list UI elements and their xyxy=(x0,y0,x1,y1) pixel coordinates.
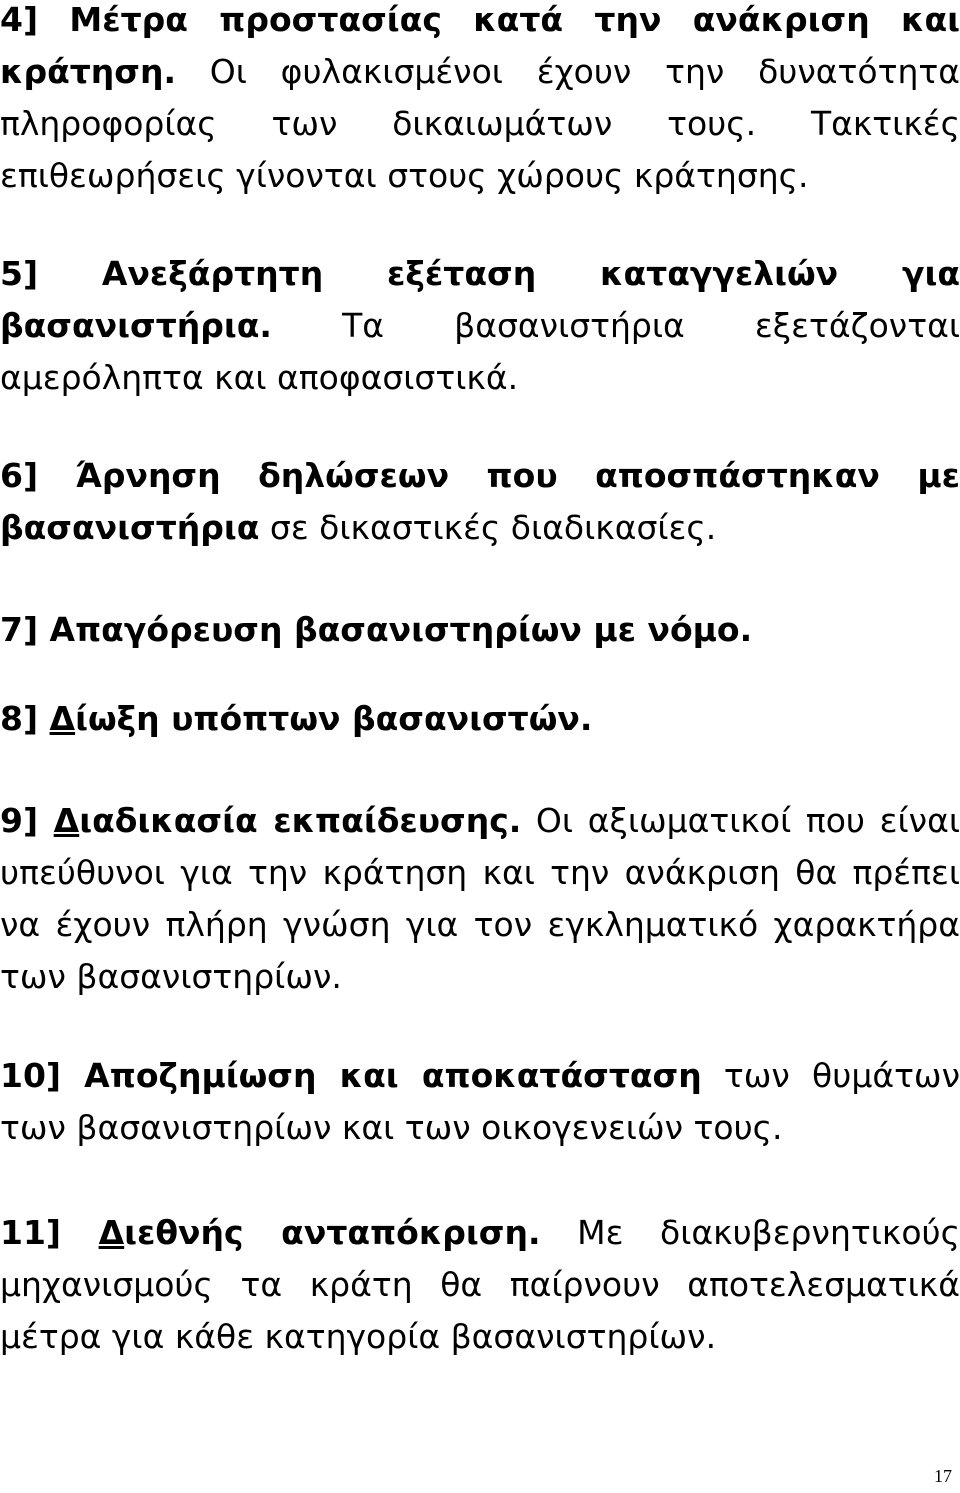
item-5-heading: 5] Ανεξάρτητη εξέταση καταγγελιών για βασανιστήρια. xyxy=(0,254,960,345)
paragraph-item-11 xyxy=(0,1207,960,1363)
paragraph-item-4 xyxy=(0,0,960,202)
item-6-body: σε δικαστικές διαδικασίες. xyxy=(259,508,717,547)
item-10-body: των θυμάτων των βασανιστηρίων και των οικογενειών τους. xyxy=(0,1056,960,1147)
item-5-body: Τα βασανιστήρια εξετάζονται αμερόληπτα και αποφασιστικά. xyxy=(0,306,960,397)
paragraph-item-9 xyxy=(0,795,960,1003)
item-11-heading-rest: ιεθνής ανταπόκριση. xyxy=(124,1213,541,1252)
paragraph-item-5 xyxy=(0,248,960,404)
item-10-heading: 10] Αποζημίωση και αποκατάσταση xyxy=(0,1056,702,1095)
item-9-heading-number: 9] xyxy=(0,801,54,840)
item-9-heading-rest: ιαδικασία εκπαίδευσης. xyxy=(79,801,522,840)
item-11-body: Με διακυβερνητικούς μηχανισμούς τα κράτη θα παίρνουν αποτελεσματικά μέτρα για κάθε κατηγορία βασανιστηρίων. xyxy=(0,1213,960,1356)
paragraph-item-6 xyxy=(0,450,960,554)
paragraph-item-7 xyxy=(0,604,960,656)
item-11-heading-number: 11] xyxy=(0,1213,99,1252)
item-9-body: Οι αξιωματικοί που είναι υπεύθυνοι για την κράτηση και την ανάκριση θα πρέπει να έχουν πλήρη γνώση για τον εγκληματικό χαρακτήρα των βασανιστηρίων. xyxy=(0,801,960,996)
item-9-heading-initial: Δ xyxy=(53,801,80,840)
item-4-body: Οι φυλακισμένοι έχουν την δυνατότητα πληροφορίας των δικαιωμάτων τους. Τακτικές επιθεωρήσεις γίνονται στους χώρους κράτησης. xyxy=(0,52,960,195)
paragraph-item-10 xyxy=(0,1050,960,1154)
item-11-heading-initial: Δ xyxy=(98,1213,125,1252)
item-8-heading-initial: Δ xyxy=(49,699,76,738)
paragraph-item-8 xyxy=(0,693,960,745)
item-8-heading-rest: ίωξη υπόπτων βασανιστών. xyxy=(75,699,593,738)
item-7-heading: 7] Απαγόρευση βασανιστηρίων με νόμο. xyxy=(0,610,753,649)
item-8-heading-number: 8] xyxy=(0,699,50,738)
item-6-heading: 6] Άρνηση δηλώσεων που αποσπάστηκαν με βασανιστήρια xyxy=(0,456,960,547)
item-4-heading: 4] Μέτρα προστασίας κατά την ανάκριση και κράτηση. xyxy=(0,0,960,91)
page-number: 17 xyxy=(934,1466,952,1486)
